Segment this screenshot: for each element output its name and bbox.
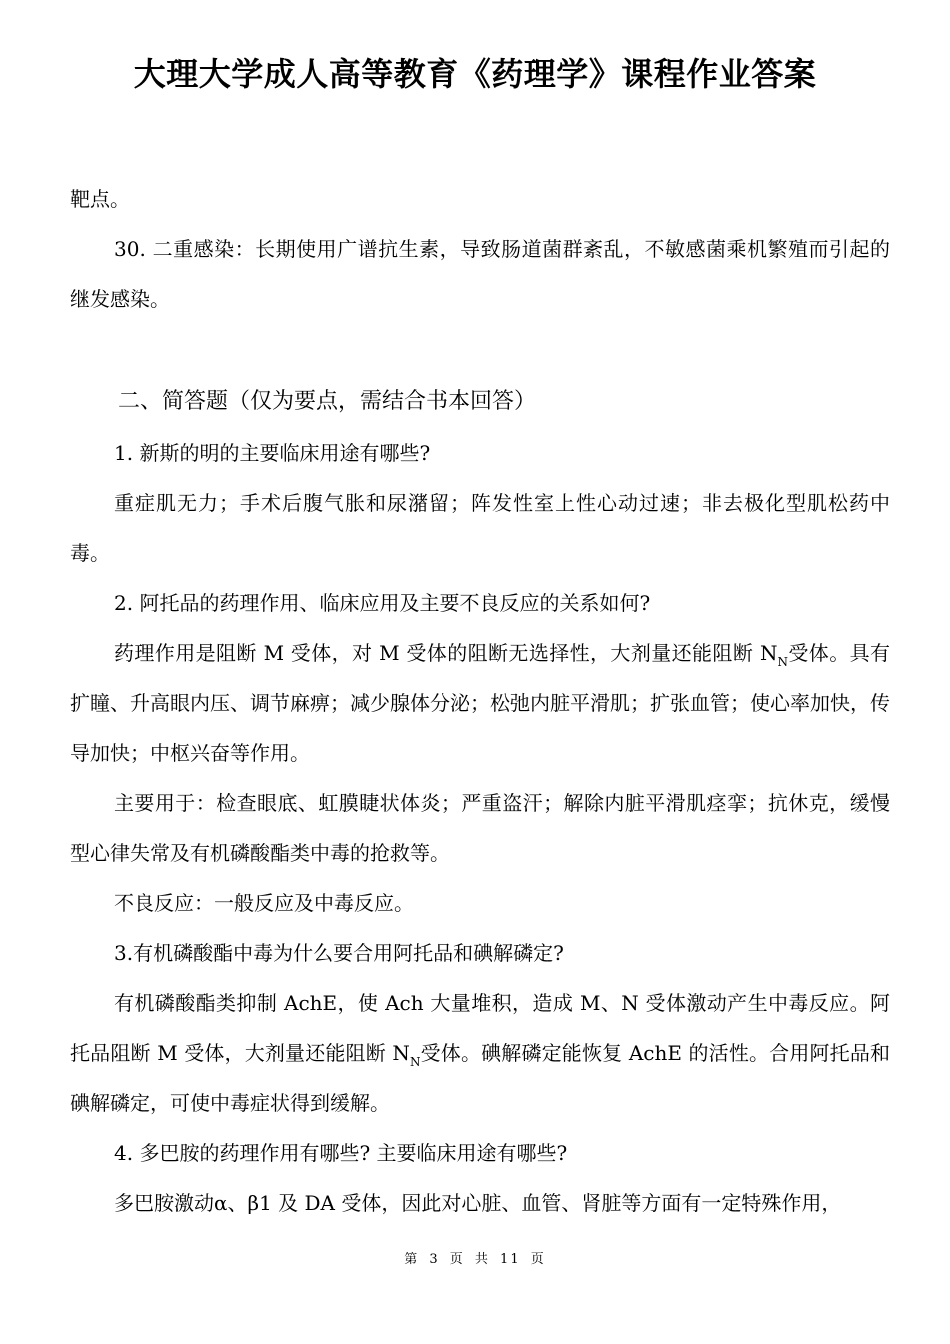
section-heading-short-answer: 二、简答题（仅为要点，需结合书本回答） <box>118 389 537 414</box>
answer-3-text-b: 受体。碘解磷定能恢复 AchE 的活性。合用阿托品和碘解磷定，可使中毒症状得到缓解。 <box>70 1041 890 1115</box>
question-4: 4. 多巴胺的药理作用有哪些? 主要临床用途有哪些? <box>114 1141 568 1165</box>
question-1: 1. 新斯的明的主要临床用途有哪些? <box>114 441 431 465</box>
answer-2-text-a: 药理作用是阻断 M 受体，对 M 受体的阻断无选择性，大剂量还能阻断 N <box>114 641 778 665</box>
answer-4: 多巴胺激动α、β1 及 DA 受体，因此对心脏、血管、肾脏等方面有一定特殊作用， <box>114 1191 842 1215</box>
document-title: 大理大学成人高等教育《药理学》课程作业答案 <box>133 55 817 93</box>
answer-2-clinical-use: 主要用于：检查眼底、虹膜睫状体炎；严重盗汗；解除内脏平滑肌痉挛；抗休克，缓慢型心律失常及有机磷酸酯类中毒的抢救等。 <box>70 791 890 865</box>
question-3: 3.有机磷酸酯中毒为什么要合用阿托品和碘解磷定? <box>114 941 564 965</box>
subscript-n: N <box>777 655 788 669</box>
section-gap <box>70 324 890 376</box>
answer-2-pharmacology <box>70 628 890 778</box>
subscript-n: N <box>409 1055 421 1069</box>
answer-2-adverse-reactions: 不良反应：一般反应及中毒反应。 <box>114 891 414 915</box>
paragraph-continuation: 靶点。 <box>70 187 130 211</box>
answer-3-text-a: 有机磷酸酯类抑制 AchE，使 Ach 大量堆积，造成 M、N 受体激动产生中毒反应。阿托品阻断 M 受体，大剂量还能阻断 N <box>70 991 890 1065</box>
definition-30: 30. 二重感染：长期使用广谱抗生素，导致肠道菌群紊乱，不敏感菌乘机繁殖而引起的继发感染。 <box>70 237 890 311</box>
page-footer: 第 3 页 共 11 页 <box>404 1252 546 1267</box>
document-body <box>70 174 890 1228</box>
answer-2-text-b: 受体。具有扩瞳、升高眼内压、调节麻痹；减少腺体分泌；松弛内脏平滑肌；扩张血管；使心率加快，传导加快；中枢兴奋等作用。 <box>70 641 891 765</box>
answer-3 <box>70 978 890 1128</box>
question-2: 2. 阿托品的药理作用、临床应用及主要不良反应的关系如何? <box>114 591 651 615</box>
answer-1: 重症肌无力；手术后腹气胀和尿潴留；阵发性室上性心动过速；非去极化型肌松药中毒。 <box>70 491 890 565</box>
